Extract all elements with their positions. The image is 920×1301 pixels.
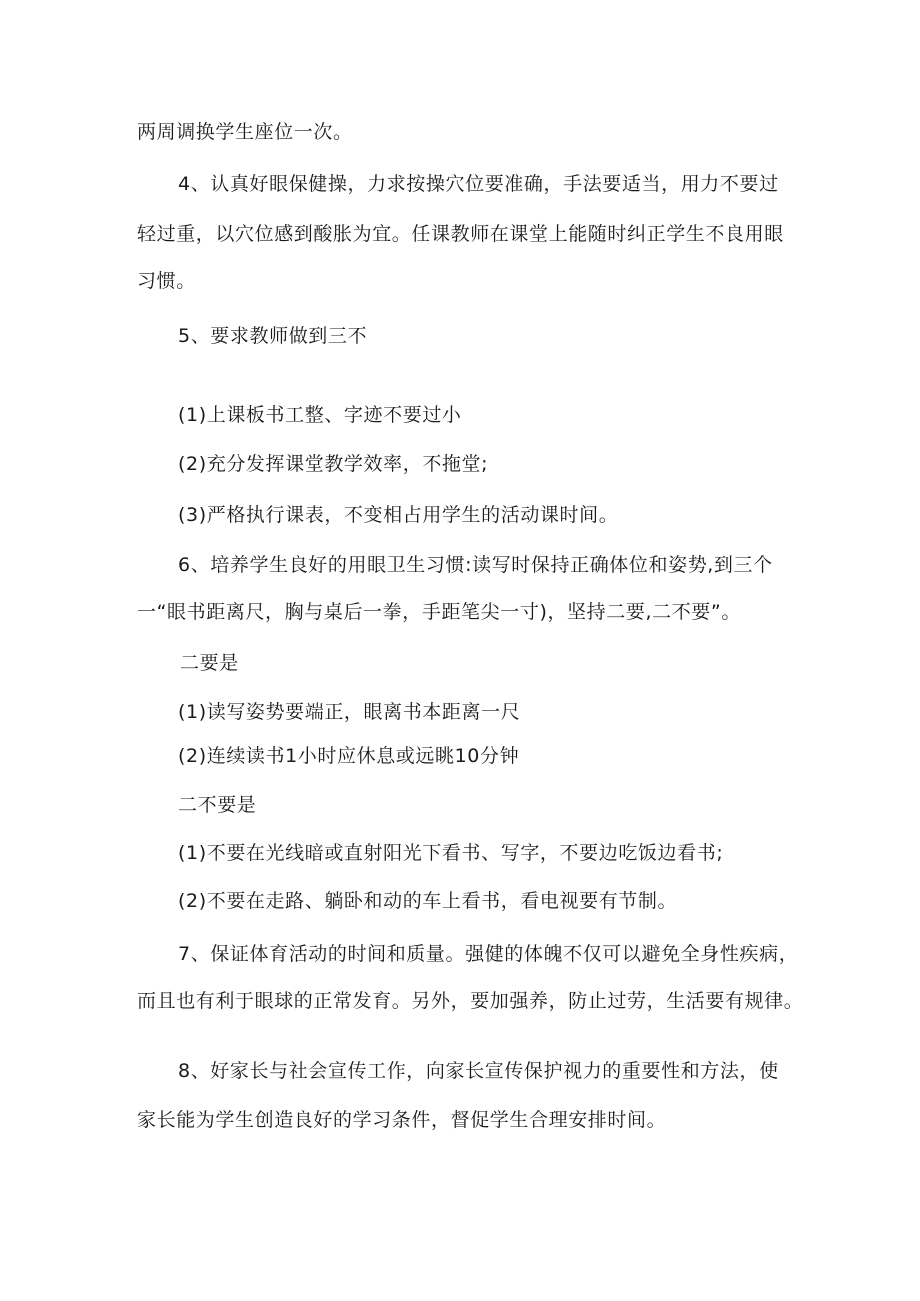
text-line: 二要是 xyxy=(180,652,239,674)
text-line: 一“眼书距离尺，胸与桌后一拳，手距笔尖一寸)，坚持二要,二不要”。 xyxy=(137,601,741,623)
text-line: 习惯。 xyxy=(137,270,196,292)
text-line: 6、培养学生良好的用眼卫生习惯:读写时保持正确体位和姿势,到三个 xyxy=(178,554,773,576)
text-line: (2)充分发挥课堂教学效率，不拖堂; xyxy=(178,453,489,475)
text-line: 5、要求教师做到三不 xyxy=(178,325,368,347)
text-line: 8、好家长与社会宣传工作，向家长宣传保护视力的重要性和方法，使 xyxy=(178,1060,779,1082)
text-line: 家长能为学生创造良好的学习条件，督促学生合理安排时间。 xyxy=(137,1109,667,1131)
text-line: 而且也有利于眼球的正常发育。另外，要加强养，防止过劳，生活要有规律。 xyxy=(137,990,804,1012)
text-line: 二不要是 xyxy=(178,794,257,816)
text-line: (1)读写姿势要端正，眼离书本距离一尺 xyxy=(178,701,521,723)
text-line: (1)上课板书工整、字迹不要过小 xyxy=(178,404,462,426)
text-line: 两周调换学生座位一次。 xyxy=(137,121,353,143)
text-line: 4、认真好眼保健操，力求按操穴位要准确，手法要适当，用力不要过 xyxy=(178,173,779,195)
text-line: (1)不要在光线暗或直射阳光下看书、写字，不要边吃饭边看书; xyxy=(178,842,724,864)
text-line: 轻过重，以穴位感到酸胀为宜。任课教师在课堂上能随时纠正学生不良用眼 xyxy=(137,223,784,245)
text-line: (3)严格执行课表，不变相占用学生的活动课时间。 xyxy=(178,504,619,526)
text-line: (2)不要在走路、躺卧和动的车上看书，看电视要有节制。 xyxy=(178,890,678,912)
text-line: (2)连续读书1小时应休息或远眺10分钟 xyxy=(178,745,520,767)
text-line: 7、保证体育活动的时间和质量。强健的体魄不仅可以避免全身性疾病， xyxy=(178,943,799,965)
